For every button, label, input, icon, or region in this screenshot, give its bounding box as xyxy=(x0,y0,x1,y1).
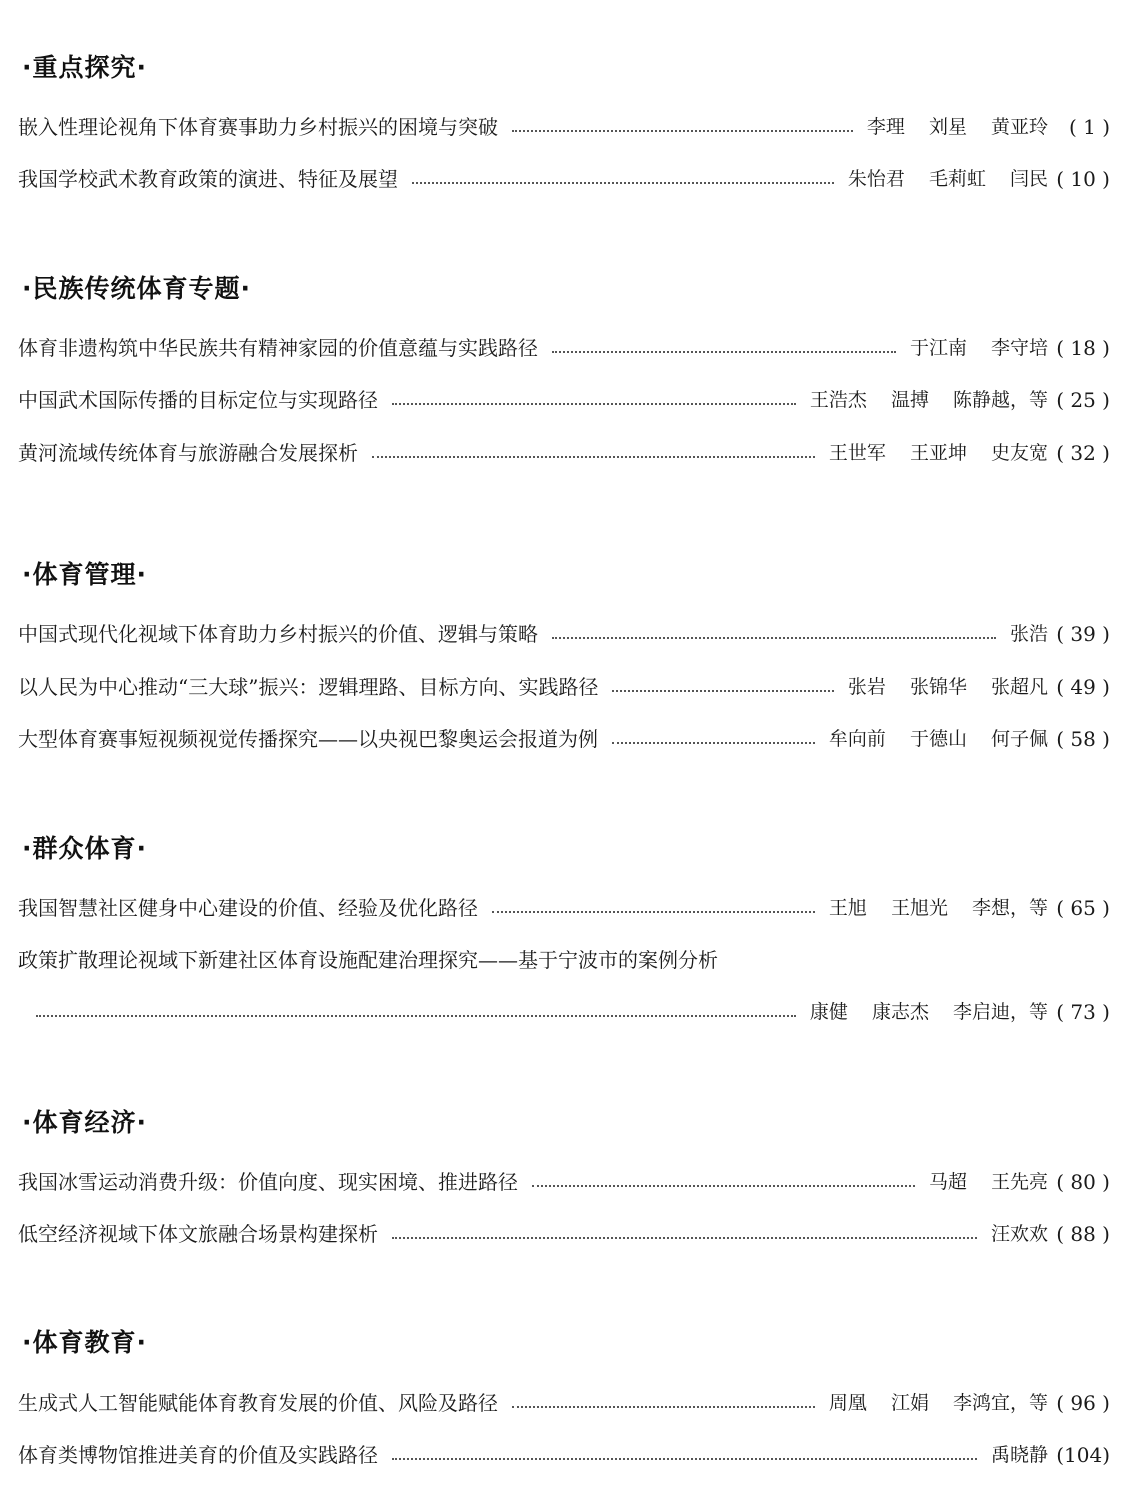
dot-leader xyxy=(612,689,833,692)
dot-leader xyxy=(392,402,796,405)
article-title: 体育类博物馆推进美育的价值及实践路径 xyxy=(18,1443,378,1467)
article-title: 低空经济视域下体文旅融合场景构建探析 xyxy=(18,1222,378,1246)
article-title: 我国智慧社区健身中心建设的价值、经验及优化路径 xyxy=(18,896,478,920)
toc-entry xyxy=(18,619,1110,649)
article-authors: 马超 王先亮 xyxy=(928,1171,1048,1193)
page-number: ( 65 ) xyxy=(1056,896,1110,920)
toc-entry xyxy=(18,1219,1110,1249)
article-authors: 朱怡君 毛莉虹 闫民 xyxy=(847,168,1048,190)
article-authors: 汪欢欢 xyxy=(990,1223,1048,1245)
article-title: 我国冰雪运动消费升级：价值向度、现实困境、推进路径 xyxy=(18,1170,518,1194)
section-heading: ·重点探究· xyxy=(22,53,147,82)
section-heading: ·民族传统体育专题· xyxy=(22,274,251,303)
dot-leader xyxy=(392,1457,977,1460)
article-authors: 周凰 江娟 李鸿宜，等 xyxy=(828,1392,1048,1414)
article-authors: 康健 康志杰 李启迪，等 xyxy=(809,1001,1048,1023)
page-number: (104) xyxy=(1056,1443,1110,1467)
page-number: ( 18 ) xyxy=(1056,336,1110,360)
article-authors: 禹晓静 xyxy=(990,1444,1048,1466)
article-authors: 王旭 王旭光 李想，等 xyxy=(828,897,1048,919)
article-title: 政策扩散理论视域下新建社区体育设施配建治理探究——基于宁波市的案例分析 xyxy=(18,948,718,972)
toc-entry xyxy=(18,164,1110,194)
page-number: ( 1 ) xyxy=(1068,115,1110,139)
dot-leader xyxy=(552,350,896,353)
article-authors: 牟向前 于德山 何子佩 xyxy=(828,728,1048,750)
article-authors: 张岩 张锦华 张超凡 xyxy=(847,676,1048,698)
toc-entry xyxy=(18,385,1110,415)
toc-entry xyxy=(18,1440,1110,1470)
toc-entry xyxy=(18,1388,1110,1418)
page-number: ( 25 ) xyxy=(1056,388,1110,412)
page-number: ( 96 ) xyxy=(1056,1391,1110,1415)
section-heading: ·体育管理· xyxy=(22,560,147,589)
toc-entry xyxy=(18,1167,1110,1197)
article-authors: 张浩 xyxy=(1009,623,1048,645)
dot-leader xyxy=(392,1236,977,1239)
toc-entry xyxy=(18,724,1110,754)
section-heading: ·体育教育· xyxy=(22,1328,147,1357)
page-number: ( 49 ) xyxy=(1056,675,1110,699)
dot-leader xyxy=(532,1184,915,1187)
article-authors: 王世军 王亚坤 史友宽 xyxy=(828,442,1048,464)
article-title: 生成式人工智能赋能体育教育发展的价值、风险及路径 xyxy=(18,1391,498,1415)
dot-leader xyxy=(492,910,815,913)
page-number: ( 39 ) xyxy=(1056,622,1110,646)
dot-leader xyxy=(372,455,815,458)
toc-entry xyxy=(18,672,1110,702)
toc-entry xyxy=(18,438,1110,468)
page-number: ( 88 ) xyxy=(1056,1222,1110,1246)
dot-leader xyxy=(36,1014,796,1017)
article-title: 嵌入性理论视角下体育赛事助力乡村振兴的困境与突破 xyxy=(18,115,498,139)
dot-leader xyxy=(512,129,853,132)
dot-leader xyxy=(552,636,996,639)
section-heading: ·群众体育· xyxy=(22,834,147,863)
dot-leader xyxy=(412,181,834,184)
toc-entry-continuation xyxy=(36,997,1110,1027)
page-number: ( 32 ) xyxy=(1056,441,1110,465)
article-title: 以人民为中心推动“三大球”振兴：逻辑理路、目标方向、实践路径 xyxy=(18,675,599,699)
dot-leader xyxy=(512,1405,815,1408)
article-authors: 李理 刘星 黄亚玲 xyxy=(866,116,1048,138)
article-title: 中国式现代化视域下体育助力乡村振兴的价值、逻辑与策略 xyxy=(18,622,538,646)
section-heading: ·体育经济· xyxy=(22,1108,147,1137)
article-title: 大型体育赛事短视频视觉传播探究——以央视巴黎奥运会报道为例 xyxy=(18,727,598,751)
toc-entry xyxy=(18,893,1110,923)
article-title: 我国学校武术教育政策的演进、特征及展望 xyxy=(18,167,398,191)
page-number: ( 73 ) xyxy=(1056,1000,1110,1024)
article-title: 黄河流域传统体育与旅游融合发展探析 xyxy=(18,441,358,465)
toc-entry xyxy=(18,333,1110,363)
page-number: ( 80 ) xyxy=(1056,1170,1110,1194)
article-title: 体育非遗构筑中华民族共有精神家园的价值意蕴与实践路径 xyxy=(18,336,538,360)
page-number: ( 58 ) xyxy=(1056,727,1110,751)
dot-leader xyxy=(612,741,815,744)
page-number: ( 10 ) xyxy=(1056,167,1110,191)
toc-entry xyxy=(18,112,1110,142)
article-authors: 王浩杰 温搏 陈静越，等 xyxy=(809,389,1048,411)
article-title: 中国武术国际传播的目标定位与实现路径 xyxy=(18,388,378,412)
article-authors: 于江南 李守培 xyxy=(909,337,1048,359)
